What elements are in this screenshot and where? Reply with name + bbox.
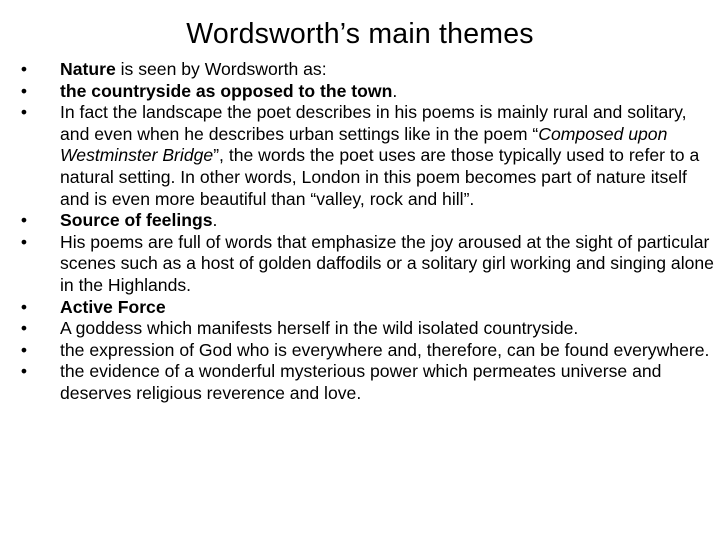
bullet-item (17, 81, 717, 103)
bullet-marker: • (20, 339, 28, 360)
bullet-text: . (212, 210, 218, 231)
bullet-item (17, 59, 717, 81)
bullet-text: is seen by Wordsworth as: (115, 59, 327, 79)
bullet-item (17, 232, 717, 297)
bullet-text: A goddess which manifests herself in the wild isolated countryside. (60, 318, 579, 339)
bullet-item (17, 210, 717, 232)
bullet-text: His poems are full of words that emphasize the joy aroused at the sight of particular scenes such as a host of golden daffodils or a solitary girl working and singing alone in the Highlands. (60, 231, 714, 295)
bullet-bold-text: the countryside as opposed to the town (60, 80, 393, 101)
bullet-marker: • (20, 318, 28, 339)
bullet-marker: • (20, 80, 28, 101)
bullet-marker: • (20, 59, 28, 79)
bullet-text: the evidence of a wonderful mysterious power which permeates universe and deserves religious reverence and love. (60, 361, 662, 403)
bullet-marker: • (20, 361, 28, 382)
bullet-bold-text: Active Force (60, 296, 166, 317)
bullet-item (17, 102, 717, 210)
bullet-bold-text: Source of feelings (60, 210, 213, 231)
bullet-bold-text: Nature (60, 59, 116, 79)
bullet-item (17, 297, 717, 319)
bullet-list (17, 59, 717, 405)
bullet-text: ”, the words the poet uses are those typically used to refer to a natural setting. In other words, London in this poem becomes part of nature itself and is even more beautiful than “valley, rock and hill”. (60, 145, 700, 209)
bullet-text: the expression of God who is everywhere and, therefore, can be found everywhere. (60, 339, 710, 360)
slide-title: Wordsworth’s main themes (186, 18, 534, 50)
bullet-item (17, 318, 717, 340)
bullet-marker: • (20, 210, 28, 231)
bullet-item (17, 340, 717, 362)
bullet-marker: • (20, 296, 28, 317)
poem-title: Composed upon Westminster Bridge (60, 123, 668, 166)
bullet-item (17, 361, 717, 404)
bullet-text: . (392, 80, 398, 101)
bullet-marker: • (20, 231, 28, 252)
bullet-marker: • (20, 102, 28, 123)
bullet-text: In fact the landscape the poet describes in his poems is mainly rural and solitary, and even when he describes urban settings like in the poem “ (60, 102, 687, 144)
